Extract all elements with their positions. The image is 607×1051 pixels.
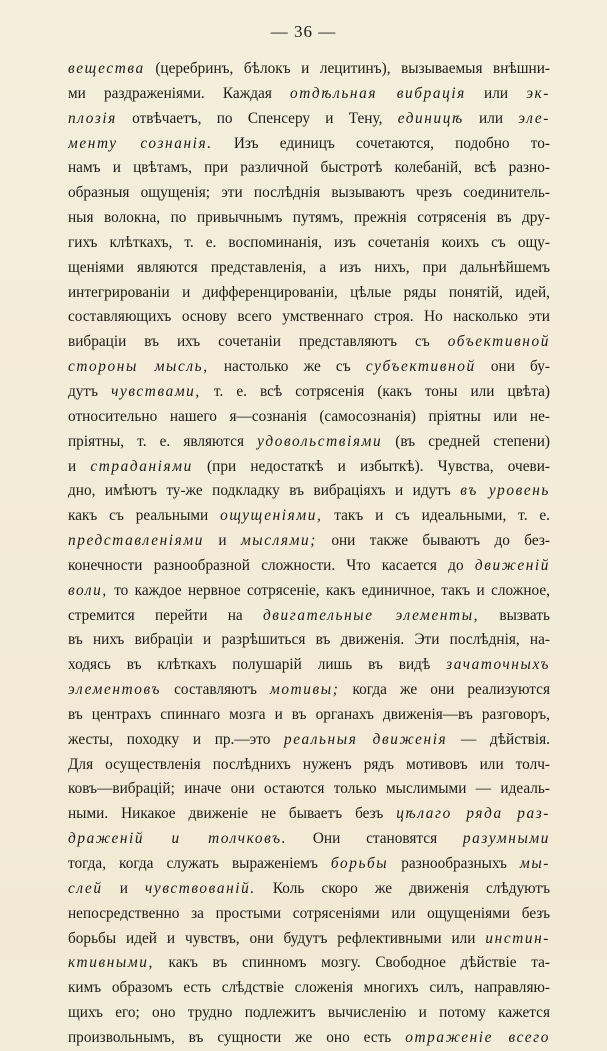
text-line (68, 529, 550, 554)
text-run: отвѣчаетъ, по Спенсеру и Тену, (116, 109, 398, 127)
text-run: (въ средней степени) (382, 432, 550, 450)
emphasized-phrase: слей (68, 879, 103, 897)
page-number: — 36 — (270, 22, 337, 41)
text-run: составляющихъ основу всего умственнаго строя. Но насколько эти (68, 308, 550, 326)
text-run: пріятны, т. е. являются (68, 432, 258, 450)
text-line (68, 728, 550, 753)
emphasized-phrase: представленіями (68, 532, 204, 550)
text-line (68, 678, 550, 703)
text-run: стремится перейти на (68, 606, 263, 624)
text-line (68, 827, 550, 852)
emphasized-phrase: борьбы (330, 855, 389, 872)
text-run: — дѣйствія. (447, 730, 550, 748)
text-line (68, 156, 550, 181)
emphasized-phrase: въ уровень (460, 482, 550, 500)
emphasized-phrase: вещества (68, 60, 145, 77)
emphasized-phrase: двигательные элементы, (262, 606, 480, 624)
emphasized-phrase: стороны мысль, (68, 358, 209, 376)
text-run: кимъ образомъ есть слѣдствіе сложенія многихъ силъ, направляю- (68, 979, 550, 997)
text-line (68, 927, 550, 952)
text-line (68, 479, 550, 504)
text-line (68, 355, 550, 380)
emphasized-phrase: объективной (447, 333, 550, 351)
text-run: (при недостаткѣ и избыткѣ). Чувства, очеви- (192, 457, 550, 475)
text-line (68, 82, 550, 107)
text-line (68, 405, 550, 430)
emphasized-phrase: инстин- (485, 929, 550, 947)
emphasized-phrase: чувствованій. (145, 879, 256, 897)
text-run: Коль скоро же движенія слѣдуютъ (255, 879, 550, 897)
text-run: щихъ его; оно трудно подлежитъ вычисленію и потому кажется (68, 1004, 550, 1022)
emphasized-phrase: драженій и толчковъ. (68, 830, 288, 848)
text-run: когда же они реализуются (339, 681, 550, 699)
text-run: какъ съ реальными (68, 507, 221, 525)
emphasized-phrase: эле- (518, 109, 550, 127)
emphasized-phrase: движеній (474, 556, 550, 574)
text-run: и (203, 532, 241, 550)
text-line (68, 902, 550, 927)
text-line (68, 802, 550, 827)
text-line (68, 181, 550, 206)
text-line (68, 256, 550, 281)
text-run: произвольнымъ, въ сущности же оно есть (68, 1028, 406, 1046)
text-line (68, 653, 550, 678)
text-line (68, 1026, 550, 1051)
text-line (68, 976, 550, 1001)
emphasized-phrase: отраженіе всего (405, 1028, 550, 1046)
text-run: конечности разнообразной сложности. Что касается до (68, 556, 475, 574)
emphasized-phrase: воли, (68, 581, 108, 599)
text-line (68, 777, 550, 802)
text-line (68, 504, 550, 529)
emphasized-phrase: мыслями; (240, 532, 317, 550)
text-run: и (68, 457, 91, 475)
emphasized-phrase: разумными (462, 830, 550, 848)
emphasized-phrase: плозія (68, 109, 117, 127)
text-run: интегрированіи и дифференцированіи, цѣлые ряды понятій, идей, (68, 283, 550, 301)
text-run: Они становятся (287, 830, 463, 848)
emphasized-phrase: субъективной (365, 358, 476, 376)
text-line (68, 703, 550, 728)
text-line (68, 604, 550, 629)
text-line (68, 753, 550, 778)
text-run: ми раздраженіями. Каждая (68, 84, 291, 102)
text-run: дутъ (68, 382, 112, 400)
text-run: такъ и съ идеальными, т. е. (322, 507, 550, 525)
emphasized-phrase: мы- (519, 855, 550, 872)
text-line (68, 951, 550, 976)
text-line (68, 877, 550, 902)
text-line (68, 57, 550, 82)
emphasized-phrase: чувствами, (111, 382, 201, 400)
emphasized-phrase: цѣлаго ряда раз- (396, 805, 550, 823)
text-run: Для осуществленія послѣднихъ нуженъ рядъ мотивовъ или толч- (68, 755, 550, 773)
text-run: или (463, 109, 519, 127)
text-run: они бу- (475, 358, 550, 376)
text-line (68, 330, 550, 355)
text-line (68, 579, 550, 604)
text-line (68, 455, 550, 480)
text-line (68, 281, 550, 306)
emphasized-phrase: страданіями (90, 457, 193, 475)
emphasized-phrase: единицѣ (397, 109, 464, 127)
text-line (68, 852, 550, 877)
text-run: тогда, когда служать выраженіемъ (68, 855, 331, 872)
text-run: составляютъ (161, 681, 271, 699)
emphasized-phrase: зачаточныхъ (446, 656, 550, 674)
text-line (68, 206, 550, 231)
emphasized-phrase: менту сознанія. (68, 134, 213, 152)
emphasized-phrase: мотивы; (270, 681, 340, 699)
text-run: т. е. всѣ сотрясенія (какъ тоны или цвѣта) (200, 382, 550, 400)
text-run: и (102, 879, 146, 897)
text-run: или (465, 84, 527, 102)
text-run: ходясь въ клѣткахъ полушарій лишь въ видѣ (68, 656, 447, 674)
emphasized-phrase: ктивными, (68, 954, 154, 972)
text-run: относительно нашего я—сознанія (самосознанія) пріятны или не- (68, 407, 550, 425)
text-run: дно, имѣютъ ту-же подкладку въ вибраціяхъ и идутъ (68, 482, 461, 500)
text-line (68, 628, 550, 653)
text-run: ковъ—вибрацій; иначе они остаются только мыслимыми — идеаль- (68, 780, 550, 798)
text-line (68, 132, 550, 157)
text-run: вибраціи въ ихъ сочетаніи представляютъ съ (68, 333, 448, 351)
text-line (68, 554, 550, 579)
body-text (68, 57, 550, 1051)
text-run: въ центрахъ спиннаго мозга и въ органахъ движенія—въ разговоръ, (68, 705, 550, 723)
text-line (68, 380, 550, 405)
text-run: щеніями являются представленія, а изъ нихъ, при дальнѣйшемъ (68, 258, 550, 276)
text-run: непосредственно за простыми сотрясеніями или ощущеніями безъ (68, 904, 550, 922)
text-run: (церебринъ, бѣлокъ и лецитинъ), вызываемыя внѣшни- (144, 60, 550, 77)
text-run: они также бываютъ до без- (316, 532, 550, 550)
text-run: настолько же съ (208, 358, 366, 376)
emphasized-phrase: удовольствіями (257, 432, 383, 450)
emphasized-phrase: отдѣльная вибрація (290, 84, 466, 102)
text-run: гихъ клѣткахъ, т. е. воспоминанія, изъ сочетанія коихъ съ ощу- (68, 233, 550, 251)
text-line (68, 430, 550, 455)
text-run: Изъ единицъ сочетаются, подобно то- (212, 134, 550, 152)
text-line (68, 107, 550, 132)
text-run: жесты, походку и пр.—это (68, 730, 285, 748)
text-run: образныя ощущенія; эти послѣднія вызываютъ чрезъ соединитель- (68, 184, 550, 202)
text-run: борьбы идей и чувствъ, они будутъ рефлективными или (68, 929, 486, 947)
text-line (68, 305, 550, 330)
emphasized-phrase: элементовъ (68, 681, 162, 699)
text-run: намъ и цвѣтамъ, при различной быстротѣ колебаній, всѣ разно- (68, 159, 550, 177)
emphasized-phrase: реальныя движенія (284, 730, 448, 748)
emphasized-phrase: ощущеніями, (220, 507, 323, 525)
text-run: въ нихъ вибраціи и разрѣшиться въ движенія. Эти послѣднія, на- (68, 631, 550, 649)
text-run: какъ въ спинномъ мозгу. Свободное дѣйствіе та- (153, 954, 550, 972)
text-run: вызвать (479, 606, 550, 624)
emphasized-phrase: эк- (526, 84, 550, 102)
text-run: ными. Никакое движеніе не бываетъ безъ (68, 805, 397, 823)
text-run: ныя волокна, по привычнымъ путямъ, прежнія сотрясенія въ дру- (68, 209, 550, 227)
text-line (68, 1001, 550, 1026)
text-run: разнообразныхъ (388, 855, 520, 872)
text-line (68, 231, 550, 256)
text-run: то каждое нервное сотрясеніе, какъ единичное, такъ и сложное, (107, 581, 550, 599)
